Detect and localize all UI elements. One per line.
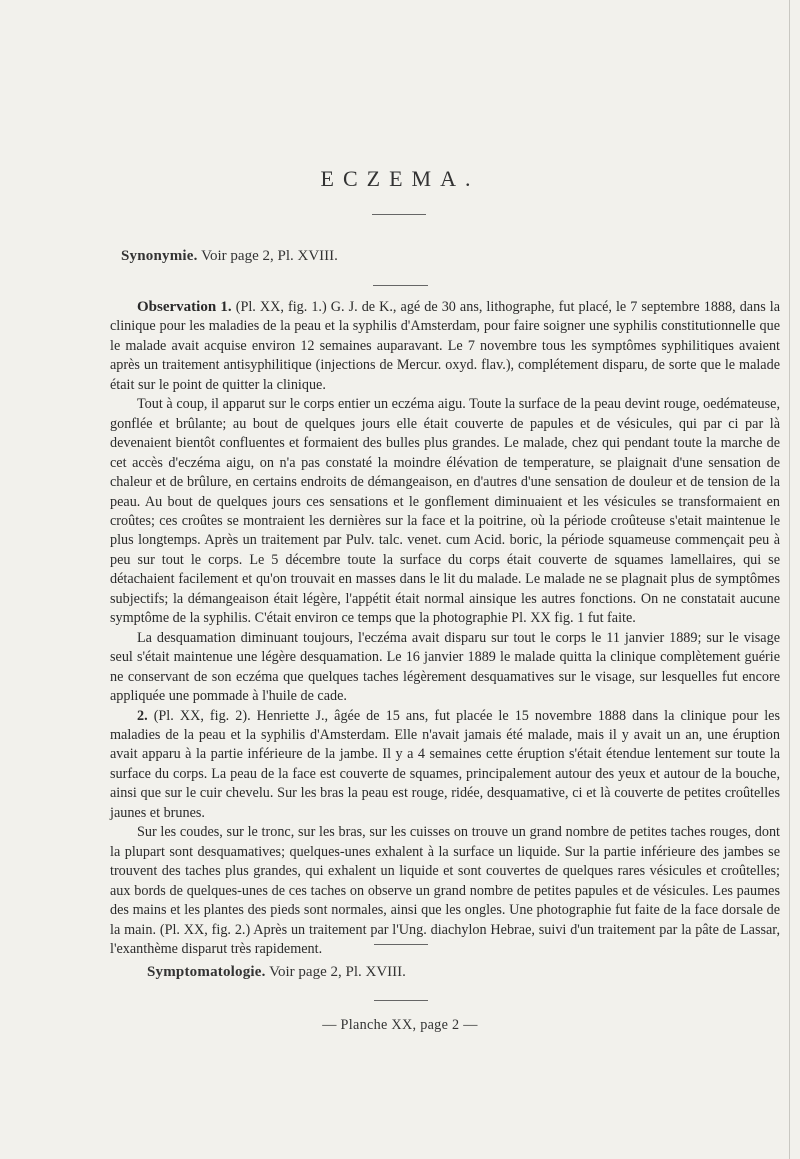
symptomatologie-label: Symptomatologie. (147, 964, 266, 980)
divider (372, 214, 426, 215)
symptomatologie-text: Voir page 2, Pl. XVIII. (269, 964, 406, 980)
observation-paragraph-3: La desquamation diminuant toujours, l'eczéma avait disparu sur tout le corps le 11 janvier 1889; sur le visage seul s'était maintenue une légère desquamation. Le 16 janvier 1889 le malade quitta la clinique complètement guérie ne conservant de son eczéma que quelques taches légèrement desquamatives sur le visage, sur lesquelles fut encore appliquée une pommade à l'huile de cade. (110, 629, 780, 705)
observation-paragraph-4 (110, 707, 780, 824)
observation-paragraph-5: Sur les coudes, sur le tronc, sur les bras, sur les cuisses on trouve un grand nombre de petites taches rouges, dont la plupart sont desquamatives; quelques-unes exhalent à la surface un liquide. Sur la partie inférieure des jambes se trouvent des taches plus grandes, qui exhalent un liquide et sont couvertes de quelques rares vésicules et croûtelles; aux bords de quelques-unes de ces taches on observe un grand nombre de petites papules et de vésicules. Les paumes des mains et les plantes des pieds sont normales, ainsi que les ongles. Une photographie fut faite de la face dorsale de la main. (Pl. XX, fig. 2.) Après un traitement par l'Ung. diachylon Hebrae, suivi d'un traitement par la pâte de Lassar, l'exanthème disparut très rapidement. (110, 824, 780, 957)
page-title: ECZEMA. (320, 166, 480, 191)
synonymie-text: Voir page 2, Pl. XVIII. (201, 248, 338, 264)
observation-section (110, 298, 780, 959)
observation-paragraph-2: Tout à coup, il apparut sur le corps entier un eczéma aigu. Toute la surface de la peau devint rouge, oedémateuse, gonflée et brûlante; au bout de quelques jours elle était couverte de papules et de vésicules, qui par ci par là devenaient bientôt confluentes et formaient des bulles plus grandes. Le malade, chez qui pendant toute la marche de cet accès d'eczéma aigu, on n'a pas constaté la moindre élévation de temperature, se plaignait d'une sensation de chaleur et de brûlure, en certains endroits de démangeaison, en d'autres d'une sensation de douleur et de tension de la peau. Au bout de quelques jours ces sensations et le gonflement diminuaient et les vésicules se transformaient en croûtes; ces croûtes se montraient les dernières sur la face et la poitrine, où la période croûteuse s'etait maintenue le plus longtemps. Après un traitement par Pulv. talc. venet. cum Acid. boric, la période squameuse commençait peu à peu sur tout le corps. Le 5 décembre toute la surface du corps était couverte de squames lamellaires, qui se détachaient facilement et qu'on trouvait en masses dans le lit du malade. Le malade ne se plagnait plus de symptômes subjectifs; la démangeaison était légère, l'appétit était normal ainsique les autres fonctions. On ne constatait aucune symptôme de la syphilis. C'était environ ce temps que la photographie Pl. XX fig. 1 fut faite. (110, 396, 780, 627)
observation-number-2: 2. (137, 707, 148, 724)
observation-text-4: (Pl. XX, fig. 2). Henriette J., âgée de 15 ans, fut placée le 15 novembre 1888 dans la clinique pour les maladies de la peau et la syphilis d'Amsterdam. Elle n'avait jamais été malade, mais il y avait un an, une éruption avait apparu à la partie inférieure de la jambe. Il y a 4 semaines cette éruption s'était étendue lentement sur toute la surface du corps. La peau de la face est couverte de squames, principalement autour des yeux et autour de la bouche, ainsi que sur le cuir chevelu. Sur les bras la peau est rouge, ridée, desquamative, ci et là couverte de petites croûtelles jaunes et brunes. (110, 707, 780, 821)
page-footer: — Planche XX, page 2 — (322, 1017, 478, 1033)
synonymie-line (121, 248, 338, 265)
divider (374, 1000, 428, 1001)
symptomatologie-line (147, 964, 406, 981)
divider (374, 944, 428, 945)
observation-paragraph-1 (110, 298, 780, 395)
observation-text-1: (Pl. XX, fig. 1.) G. J. de K., agé de 30 ans, lithographe, fut placé, le 7 septembre 1888, dans la clinique pour les maladies de la peau et la syphilis d'Amsterdam, pour faire soigner une syphilis constitutionnelle que le malade avait acquise environ 12 semaines auparavant. Le 7 novembre tous les symptômes syphilitiques avaient après un traitement antisyphilitique (injections de Mercur. oxyd. flav.), complétement disparu, de sorte que le malade était sur le point de quitter la clinique. (110, 299, 781, 393)
divider (373, 285, 428, 286)
synonymie-label: Synonymie. (121, 248, 198, 264)
observation-label: Observation 1. (137, 299, 232, 315)
